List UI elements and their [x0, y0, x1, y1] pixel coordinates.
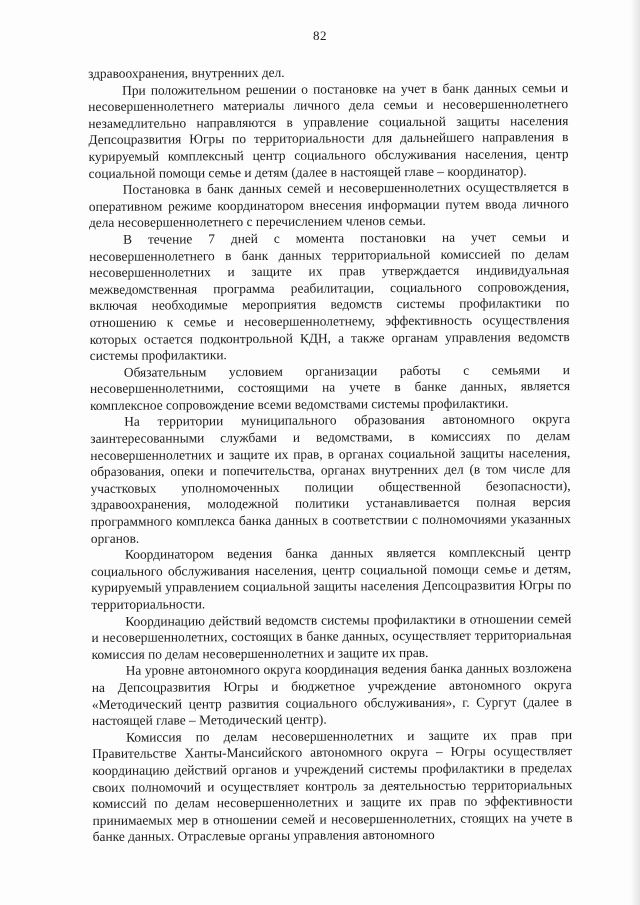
page-number: 82 [313, 28, 327, 43]
paragraph-okrug-level: На уровне автономного округа координация ведения банка данных возложена на Депсоцразвития Югры и бюджетное учреждение автономного округа «Методический центр развития социального обслуживания», г. Сургут (далее в настоящей главе – Методический центр). [91, 660, 572, 729]
paragraph-seven-days-program: В течение 7 дней с момента постановки на учет семьи и несовершеннолетнего в банк данных территориальной комиссией по делам несовершеннолетних и защите их прав утверждается индивидуальная межведомственная программа реабилитации, социального сопровождения, включая необходимые мероприятия ведомств системы профилактики по отношению к семье и несовершеннолетнему, эффективность осуществления которых остается подконтрольной КДН, а также органам управления ведомств системы профилактики. [89, 229, 570, 364]
paragraph-registration-decision: При положительном решении о постановке на учет в банк данных семьи и несовершеннолетнего материалы личного дела семьи и несовершеннолетнего незамедлительно направляются в управление социальной защиты населения Депсоцразвития Югры по территориальности для дальнейшего направления в курируемый комплексный центр социального обслуживания населения, центр социальной помощи семье и детям (далее в настоящей главе – координатор). [88, 79, 569, 181]
paragraph-mandatory-condition: Обязательным условием организации работы с семьями и несовершеннолетними, состоящими на учете в банке данных, является комплексное сопровождение всеми ведомствами системы профилактики. [89, 361, 571, 413]
scan-edge-shadow [630, 0, 640, 905]
paragraph-coordination-actions: Координацию действий ведомств системы профилактики в отношении семей и несовершеннолетних, состоящих в банке данных, осуществляет территориальная комиссия по делам несовершеннолетних и защите их прав. [91, 610, 572, 662]
paragraph-coordinator: Координатором ведения банка данных является комплексный центр социального обслуживания населения, центр социальной помощи семье и детям, курируемый управлением социальной защиты населения Депсоцразвития Югры по территориальности. [91, 544, 572, 612]
document-body [88, 63, 573, 846]
paragraph-continuation: здравоохранения, внутренних дел. [88, 64, 285, 81]
paragraph-databank-entry: Постановка в банк данных семей и несовершеннолетних осуществляется в оперативном режиме координатором внесения информации путем ввода личного дела несовершеннолетнего с перечислением членов семьи. [88, 179, 569, 231]
paragraph-commission: Комиссия по делам несовершеннолетних и защите их прав при Правительстве Ханты-Мансийского автономного округа – Югры осуществляет координацию действий органов и учреждений системы профилактики в пределах своих полномочий и осуществляет контроль за деятельностью территориальных комиссий по делам несовершеннолетних и защите их прав по эффективности принимаемых мер в отношении семей и несовершеннолетних, стоящих на учете в банке данных. Отраслевые органы управления автономного [92, 726, 573, 845]
paragraph-municipal-territory: На территории муниципального образования автономного округа заинтересованными службами и ведомствами, в комиссиях по делам несовершеннолетних и защите их прав, в органах социальной защиты населения, образования, опеки и попечительства, органах внутренних дел (в том числе для участковых уполномоченных полиции общественной безопасности), здравоохранения, молодежной политики устанавливается полная версия программного комплекса банка данных в соответствии с полномочиями указанных органов. [90, 411, 571, 546]
